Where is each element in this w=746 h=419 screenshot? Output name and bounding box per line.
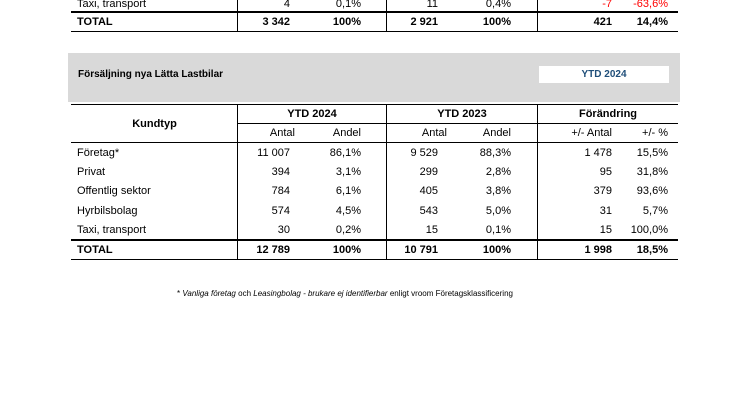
row-a23: 299: [419, 166, 438, 178]
row-diff: 95: [599, 166, 612, 178]
row-diff: 1 478: [584, 147, 612, 159]
col-divider-2: [386, 104, 387, 259]
row-diff-pct: 31,8%: [636, 166, 668, 178]
footnote-part1: Vanliga företag: [182, 289, 236, 298]
row-a24: 574: [271, 205, 290, 217]
sub-antal-2024: Antal: [269, 127, 295, 139]
row-diff-pct: 5,7%: [642, 205, 668, 217]
row-p23: 88,3%: [479, 147, 511, 159]
ytd-badge: YTD 2024: [539, 66, 669, 83]
row-a24: 11 007: [257, 147, 290, 159]
header-change: Förändring: [578, 108, 638, 120]
row-a24: 394: [271, 166, 290, 178]
footnote-och: och: [238, 289, 252, 298]
col-divider-1: [237, 104, 238, 259]
row-diff-pct: 93,6%: [636, 185, 668, 197]
top-row-diff: -7: [602, 0, 612, 10]
top-total-rule: [71, 11, 678, 13]
row-label: Privat: [77, 166, 106, 178]
row-diff-pct: 100,0%: [630, 224, 668, 236]
row-p23: 3,8%: [485, 185, 511, 197]
row-p24: 0,2%: [335, 224, 361, 236]
row-a24: 784: [271, 185, 290, 197]
top-total-p23: 100%: [482, 16, 511, 28]
col-divider-3: [537, 104, 538, 259]
row-a23: 9 529: [410, 147, 438, 159]
row-a23: 405: [419, 185, 438, 197]
total-p24: 100%: [332, 244, 361, 256]
row-p23: 0,1%: [485, 224, 511, 236]
row-label: Hyrbilsbolag: [77, 205, 138, 217]
top-bottom-rule: [71, 31, 678, 32]
footnote-part2: Leasingbolag - brukare ej identifierbar: [253, 289, 388, 298]
row-a23: 15: [425, 224, 438, 236]
header-kundtyp: Kundtyp: [132, 118, 177, 130]
header-mid-rule: [238, 123, 678, 124]
row-p24: 6,1%: [335, 185, 361, 197]
row-p24: 86,1%: [329, 147, 361, 159]
row-diff-pct: 15,5%: [636, 147, 668, 159]
row-label: Företag*: [77, 147, 120, 159]
top-total-a23: 2 921: [410, 16, 438, 28]
row-label: Offentlig sektor: [77, 185, 151, 197]
sub-antal-2023: Antal: [421, 127, 447, 139]
table-bottom-rule: [71, 259, 678, 260]
top-row-diff-pct: -63,6%: [633, 0, 668, 10]
sub-andel-2024: Andel: [332, 127, 361, 139]
row-label: Taxi, transport: [77, 224, 147, 236]
header-ytd2024: YTD 2024: [287, 108, 337, 120]
row-p24: 4,5%: [335, 205, 361, 217]
total-p23: 100%: [482, 244, 511, 256]
row-p23: 5,0%: [485, 205, 511, 217]
top-row-a24: 4: [283, 0, 290, 10]
total-a23: 10 791: [404, 244, 438, 256]
footnote-star: *: [177, 289, 181, 298]
row-diff: 379: [593, 185, 612, 197]
top-total-diff-pct: 14,4%: [636, 16, 668, 28]
top-total-diff: 421: [593, 16, 612, 28]
footnote: [177, 287, 513, 300]
total-a24: 12 789: [256, 244, 290, 256]
header-ytd2023: YTD 2023: [437, 108, 487, 120]
footnote-rest: enligt vroom Företagsklassificering: [389, 289, 513, 298]
top-total-p24: 100%: [332, 16, 361, 28]
total-diff-pct: 18,5%: [636, 244, 668, 256]
row-p23: 2,8%: [485, 166, 511, 178]
section-title: Försäljning nya Lätta Lastbilar: [78, 69, 224, 80]
sub-pm-antal: +/- Antal: [571, 127, 612, 139]
row-diff: 15: [599, 224, 612, 236]
total-diff: 1 998: [584, 244, 612, 256]
top-row-label: Taxi, transport: [77, 0, 147, 10]
sub-pm-pct: +/- %: [642, 127, 668, 139]
total-label: TOTAL: [77, 244, 113, 256]
row-p24: 3,1%: [335, 166, 361, 178]
top-divider-3: [537, 0, 538, 31]
top-divider-1: [237, 0, 238, 31]
top-divider-2: [386, 0, 387, 31]
top-total-a24: 3 342: [262, 16, 290, 28]
top-row-p23: 0,4%: [485, 0, 511, 10]
top-row-a23: 11: [426, 0, 438, 10]
header-bottom-rule: [71, 142, 678, 143]
row-diff: 31: [599, 205, 612, 217]
row-a24: 30: [277, 224, 290, 236]
sub-andel-2023: Andel: [482, 127, 511, 139]
total-rule: [71, 239, 678, 241]
row-a23: 543: [419, 205, 438, 217]
top-row-p24: 0,1%: [335, 0, 361, 10]
top-total-label: TOTAL: [77, 16, 113, 28]
table-top-rule: [71, 104, 678, 105]
